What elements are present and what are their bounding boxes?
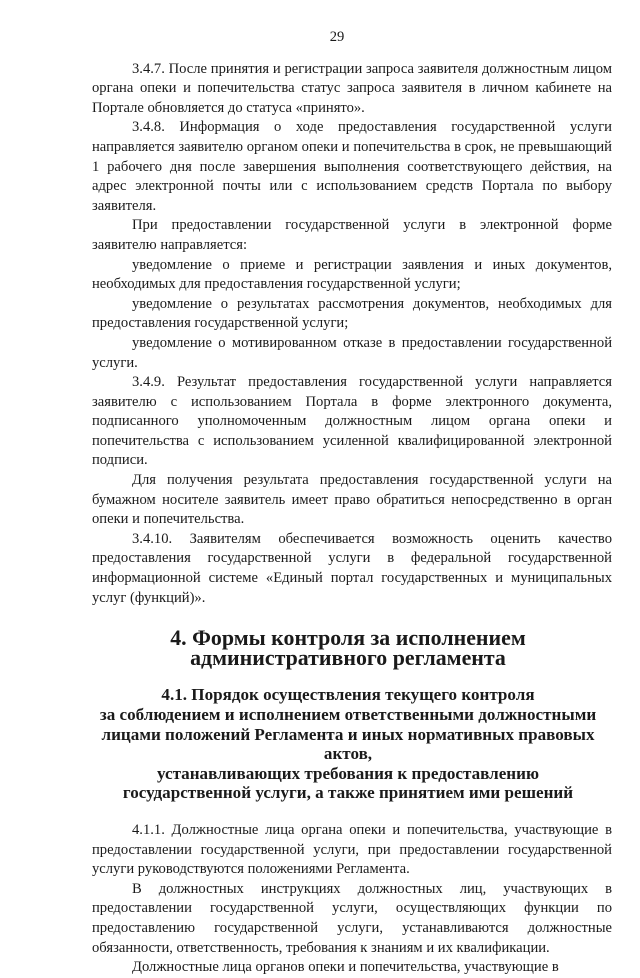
section-heading: 4. Формы контроля за исполнением административного регламента <box>170 625 526 670</box>
paragraph-4-1-1: 4.1.1. Должностные лица органа опеки и попечительства, участвующие в предоставлении государственной услуги, при предоставлении государственной услуги руководствуются положениями Регламента. <box>92 821 612 878</box>
paragraph-paper-result: Для получения результата предоставления государственной услуги на бумажном носителе заявитель имеет право обратиться непосредственно в орган опеки и попечительства. <box>92 472 612 528</box>
paragraph-notice-refusal: уведомление о мотивированном отказе в предоставлении государственной услуги. <box>92 334 612 371</box>
subsection-heading: 4.1. Порядок осуществления текущего контроля за соблюдением и исполнением ответственными должностными лицами положений Регламента и иных нормативных правовых актов, устанавливающих требования к предоставлению государственной услуги, а также принятием ими решений <box>99 685 597 803</box>
paragraph-officials-partial: Должностные лица органов опеки и попечительства, участвующие в <box>132 959 559 976</box>
paragraph-3-4-7: 3.4.7. После принятия и регистрации запроса заявителя должностным лицом органа опеки и попечительства статус запроса заявителя в личном кабинете на Портале обновляется до статуса «принято». <box>92 60 612 116</box>
paragraph-notice-results: уведомление о результатах рассмотрения документов, необходимых для предоставления государственной услуги; <box>92 295 612 332</box>
paragraph-3-4-10: 3.4.10. Заявителям обеспечивается возможность оценить качество предоставления государственной услуги в федеральной государственной информационной системе «Единый портал государственных и муниципальных услуг (функций)». <box>92 530 612 606</box>
paragraph-notice-receipt: уведомление о приеме и регистрации заявления и иных документов, необходимых для предоставления государственной услуги; <box>92 256 612 293</box>
paragraph-3-4-9: 3.4.9. Результат предоставления государственной услуги направляется заявителю с использованием Портала в форме электронного документа, подписанного уполномоченным должностным лицом органа опеки и попечительства с использованием усиленной квалифицированной электронной подписи. <box>92 374 612 469</box>
paragraph-3-4-8: 3.4.8. Информация о ходе предоставления государственной услуги направляется заявителю органом опеки и попечительства в срок, не превышающий 1 рабочего дня после завершения выполнения соответствующего действия, на адрес электронной почты или с использованием средств Портала по выбору заявителя. <box>92 119 612 214</box>
paragraph-job-descriptions: В должностных инструкциях должностных лиц, участвующих в предоставлении государственной услуги, осуществляющих функции по предоставлению государственной услуги, устанавливаются должностные обязанности, ответственность, требования к знаниям и их квалификации. <box>92 880 612 956</box>
paragraph-electronic-notice-intro: При предоставлении государственной услуги в электронной форме заявителю направляется: <box>92 217 612 253</box>
page-number: 29 <box>329 29 345 45</box>
